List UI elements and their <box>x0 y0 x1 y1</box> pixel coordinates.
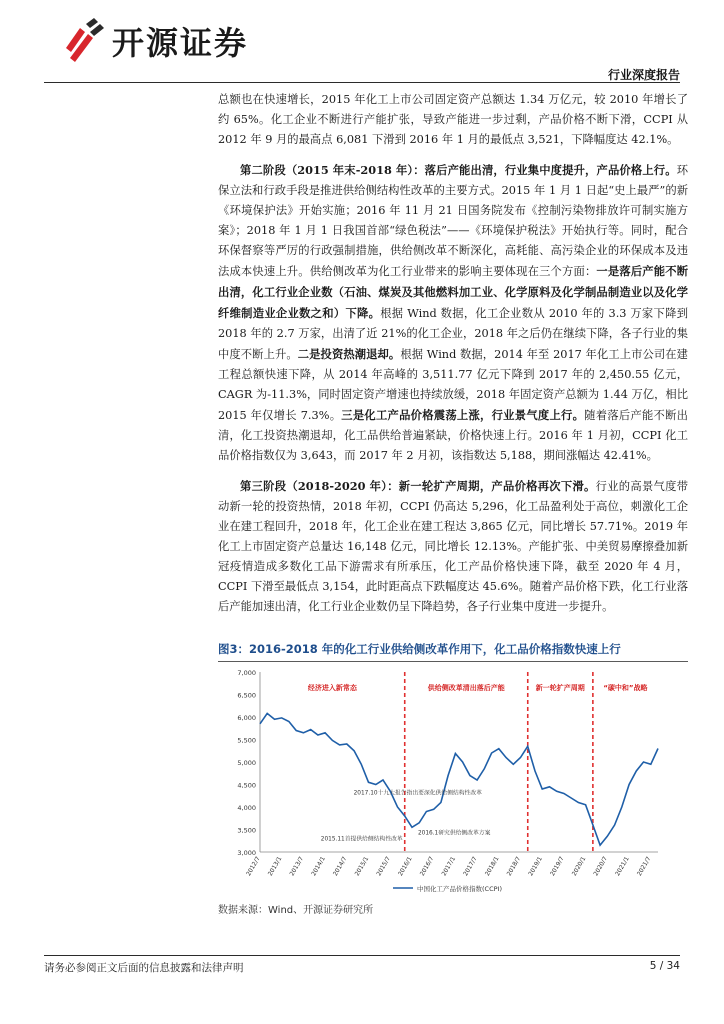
x-tick-label: 2017/1 <box>440 855 458 878</box>
phase-2-text-e: 根据 Wind 数据，2014 年至 2017 年化工上市公司在建工程总额快速下降，从 2014 年高峰的 3,511.77 亿元下降到 2017 年的 2,450.55 亿元，CAGR 为-11.3%，同时固定资产增速也持续放缓，2018 年固定资产总额为 1.44 万亿，相比 2015 年仅增长 7.3%。 <box>218 348 688 422</box>
phase-3-heading: 第三阶段（2018-2020 年）：新一轮扩产周期，产品价格再次下滑。 <box>240 479 596 493</box>
phase-2-text-c: 根据 Wind 数据，化工企业数从 2010 年的 3.3 万家下降到 2018 年的 2.7 万家，出清了近 21%的化工企业，2018 年之后仍在继续下降，各子行业的集中度不断上升。 <box>218 307 688 361</box>
phase-2-point-2: 二是投资热潮退却。 <box>297 347 401 361</box>
x-tick-label: 2021/1 <box>614 855 631 878</box>
y-tick-label: 7,000 <box>237 669 256 677</box>
footer-disclaimer: 请务必参阅正文后面的信息披露和法律声明 <box>44 962 244 974</box>
y-tick-label: 3,500 <box>237 826 256 835</box>
page-number: 5 / 34 <box>649 960 680 972</box>
phase-2-heading: 第二阶段（2015 年末-2018 年）：落后产能出清，行业集中度提升，产品价格上行。 <box>240 163 677 177</box>
x-tick-label: 2012/7 <box>245 855 262 878</box>
x-tick-label: 2013/1 <box>266 855 284 878</box>
phase-3-text: 行业的高景气度带动新一轮的投资热情，2018 年初，CCPI 仍高达 5,296，化工品盈利处于高位，刺激化工企业在建工程回升，2018 年，化工企业在建工程达 3,865 亿元，同比增长 57.71%。2019 年化工上市固定资产总量达 16,148 亿元，同比增长 12.13%。产能扩张、中美贸易摩擦叠加新冠疫情造成多数化工品下游需求有所承压，化工产品价格快速下降，截至 2020 年 4 月，CCPI 下滑至最低点 3,154，此时距高点下跌幅度达 45.6%。随着产品价格下跌，化工行业落后产能加速出清，化工行业企业数仍呈下降趋势，各子行业集中度进一步提升。 <box>218 480 688 613</box>
x-tick-label: 2018/7 <box>505 855 523 878</box>
y-tick-label: 6,500 <box>237 691 256 700</box>
x-tick-label: 2015/1 <box>353 855 371 878</box>
x-tick-label: 2021/7 <box>635 855 653 878</box>
main-content <box>218 90 688 627</box>
y-tick-label: 4,000 <box>237 804 256 812</box>
logo-text: 开源证券 <box>112 24 249 62</box>
paragraph-phase-2 <box>218 160 688 466</box>
x-tick-label: 2020/7 <box>592 855 610 878</box>
legend-label: 中国化工产品价格指数(CCPI) <box>417 885 502 893</box>
figure-title: 图3：2016-2018 年的化工行业供给侧改革作用下，化工品价格指数快速上行 <box>218 641 688 662</box>
chart-annotation: 2015.11首提供给侧结构性改革 <box>320 836 403 843</box>
figure-source: 数据来源：Wind、开源证券研究所 <box>218 905 374 916</box>
x-tick-label: 2015/7 <box>375 855 392 878</box>
footer-divider <box>44 955 680 956</box>
phase-label: 经济进入新常态 <box>307 684 357 692</box>
ccpi-series-line <box>260 713 658 845</box>
ccpi-chart <box>218 662 688 897</box>
paragraph-1: 总额也在快速增长，2015 年化工上市公司固定资产总额达 1.34 万亿元，较 2010 年增长了约 65%。化工企业不断进行产能扩张，导致产能进一步过剩，产品价格不断下滑，CCPI 从 2012 年 9 月的最高点 6,081 下滑到 2016 年 1 月的最低点 3,521，下降幅度达 42.1%。 <box>218 93 688 146</box>
x-tick-label: 2017/7 <box>462 855 479 878</box>
x-tick-label: 2014/1 <box>310 855 327 878</box>
phase-2-text-a: 环保立法和行政手段是推进供给侧结构性改革的主要方式。2015 年 1 月 1 日起“史上最严”的新《环境保护法》开始实施；2016 年 11 月 21 日国务院发布《控制污染物排放许可制实施方案》；2018 年 1 月 1 日我国首部“绿色税法”——《环境保护税法》开始执行等。同时，配合环保督察等严厉的行政强制措施，供给侧改革不断深化，高耗能、高污染企业的环保成本及违法成本快速上升。供给侧改革为化工行业带来的影响主要体现在三个方面： <box>218 164 688 278</box>
phase-label: 新一轮扩产周期 <box>535 684 585 692</box>
y-tick-label: 3,000 <box>237 849 256 857</box>
phase-label: 供给侧改革清出落后产能 <box>427 684 505 692</box>
x-tick-label: 2019/1 <box>527 855 544 878</box>
phase-2-point-1: 一是落后产能不断出清，化工行业企业数（石油、煤炭及其他燃料加工业、化学原料及化学制品制造业以及化学纤维制造业企业数之和）下降。 <box>218 264 688 320</box>
header-divider <box>44 82 680 83</box>
phase-2-text-g: 随着落后产能不断出清，化工投资热潮退却，化工品供给普遍紧缺，价格快速上行。2016 年 1 月初，CCPI 化工品价格指数仅为 3,643，而 2017 年 2 月初，该指数达 5,188，期间涨幅达 42.41%。 <box>218 409 688 462</box>
logo-icon <box>60 18 106 64</box>
x-tick-label: 2014/7 <box>331 855 349 878</box>
paragraph-phase-3 <box>218 476 688 617</box>
chart-annotation: 2017.10十九大报告指出要深化供给侧结构性改革 <box>353 790 482 797</box>
y-tick-label: 6,000 <box>237 714 256 722</box>
logo <box>60 18 248 64</box>
x-tick-label: 2016/1 <box>397 855 414 878</box>
phase-2-point-3: 三是化工产品价格震荡上涨，行业景气度上行。 <box>341 408 585 422</box>
x-tick-label: 2020/1 <box>570 855 588 878</box>
chart-annotation: 2016.1研究供给侧改革方案 <box>417 830 491 837</box>
x-tick-label: 2019/7 <box>549 855 566 878</box>
x-tick-label: 2018/1 <box>483 855 501 878</box>
chart-svg <box>218 662 688 897</box>
y-tick-label: 4,500 <box>237 781 256 790</box>
y-tick-label: 5,000 <box>237 759 256 767</box>
x-tick-label: 2013/7 <box>288 855 306 878</box>
x-tick-label: 2016/7 <box>418 855 436 878</box>
y-tick-label: 5,500 <box>237 736 256 745</box>
phase-label: “碳中和”战略 <box>603 684 648 692</box>
report-type: 行业深度报告 <box>607 68 680 82</box>
